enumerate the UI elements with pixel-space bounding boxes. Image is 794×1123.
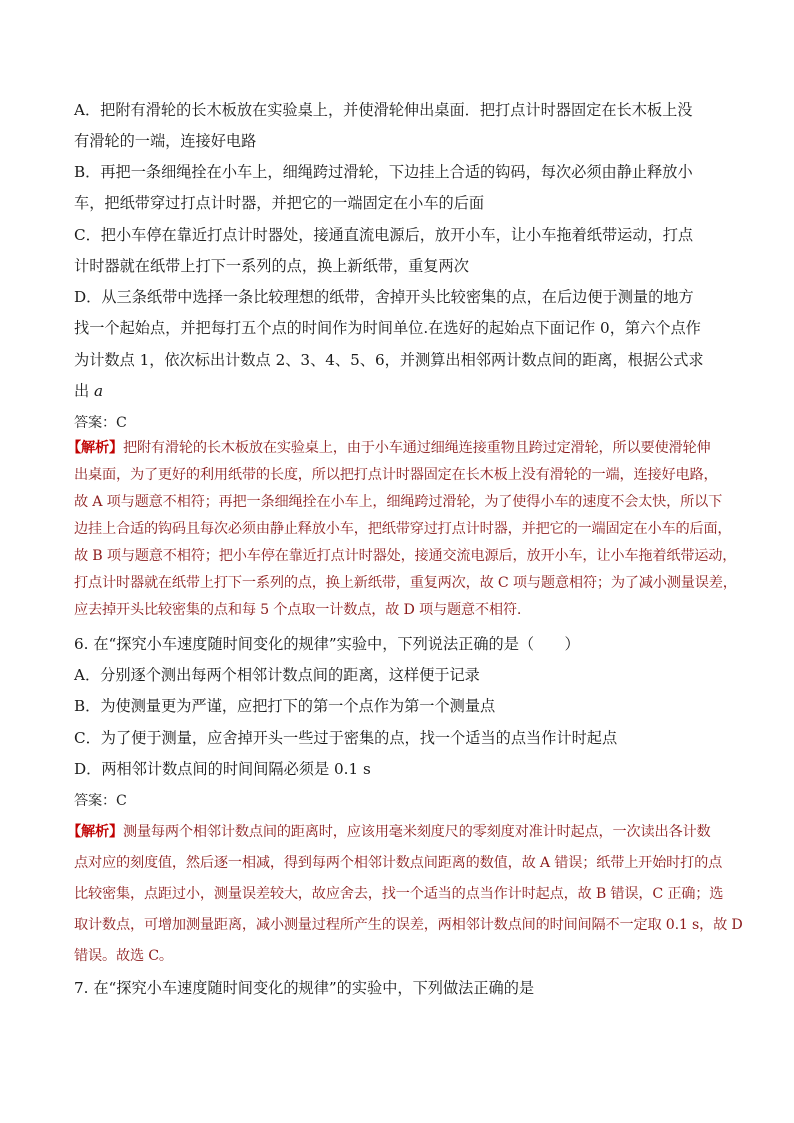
q5-option-d-prefix: 出 bbox=[74, 382, 90, 400]
q5-option-a-line2: 有滑轮的一端，连接好电路 bbox=[74, 132, 257, 150]
explanation-text: 测量每两个相邻计数点间的距离时，应该用毫米刻度尺的零刻度对准计时起点，一次读出各计数 bbox=[122, 824, 711, 840]
q6-explanation-line3: 比较密集，点距过小，测量误差较大，故应舍去，找一个适当的点当作计时起点，故 B 错误，C 正确；选 bbox=[74, 886, 724, 902]
q6-option-b: B．为使测量更为严谨，应把打下的第一个点作为第一个测量点 bbox=[74, 697, 496, 715]
q5-explanation-line6: 打点计时器就在纸带上打下一系列的点，换上新纸带，重复两次，故 C 项与题意相符；为了减小测量误差， bbox=[74, 575, 737, 591]
q6-explanation-line1 bbox=[67, 822, 710, 842]
q6-explanation-line5: 错误。故选 C。 bbox=[74, 948, 173, 964]
q6-option-c: C．为了便于测量，应舍掉开头一些过于密集的点，找一个适当的点当作计时起点 bbox=[74, 729, 618, 747]
q5-explanation-line4: 边挂上合适的钩码且每次必须由静止释放小车，把纸带穿过打点计时器，并把它的一端固定在小车的后面， bbox=[74, 521, 732, 537]
q5-option-c-line1: C．把小车停在靠近打点计时器处，接通直流电源后，放开小车，让小车拖着纸带运动，打点 bbox=[74, 226, 694, 244]
q6-answer: 答案：C bbox=[74, 793, 127, 809]
q5-option-d-line3: 为计数点 1，依次标出计数点 2、3、4、5、6，并测算出相邻两计数点间的距离，根据公式求 bbox=[74, 351, 704, 369]
q5-option-c-line2: 计时器就在纸带上打下一系列的点，换上新纸带，重复两次 bbox=[74, 257, 469, 275]
q5-option-b-line2: 车，把纸带穿过打点计时器，并把它的一端固定在小车的后面 bbox=[74, 194, 485, 212]
q5-option-a-line1: A．把附有滑轮的长木板放在实验桌上，并使滑轮伸出桌面．把打点计时器固定在长木板上没 bbox=[74, 101, 693, 119]
q5-explanation-line5: 故 B 项与题意不相符；把小车停在靠近打点计时器处，接通交流电源后，放开小车，让小车拖着纸带运动， bbox=[74, 548, 737, 564]
q5-option-d-variable: a bbox=[94, 382, 104, 400]
q5-option-b-line1: B．再把一条细绳拴在小车上，细绳跨过滑轮，下边挂上合适的钩码，每次必须由静止释放小 bbox=[74, 163, 693, 181]
q6-explanation-line4: 取计数点，可增加测量距离，减小测量过程所产生的误差，两相邻计数点间的时间间隔不一定取 0.1 s，故 D bbox=[74, 917, 743, 933]
q6-explanation-line2: 点对应的刻度值，然后逐一相减，得到每两个相邻计数点间距离的数值，故 A 错误；纸带上开始时打的点 bbox=[74, 855, 723, 871]
explanation-tag: 【解析】 bbox=[67, 824, 123, 840]
q5-explanation-line3: 故 A 项与题意不相符；再把一条细绳拴在小车上，细绳跨过滑轮，为了使得小车的速度不会太快，所以下 bbox=[74, 494, 723, 510]
q5-explanation-line2: 出桌面，为了更好的利用纸带的长度，所以把打点计时器固定在长木板上没有滑轮的一端，连接好电路， bbox=[74, 467, 718, 483]
q5-option-d-line4 bbox=[74, 381, 103, 401]
q7-stem: 7. 在“探究小车速度随时间变化的规律”的实验中，下列做法正确的是 bbox=[74, 979, 535, 997]
q5-explanation-line1 bbox=[67, 438, 710, 458]
q5-option-d-line1: D．从三条纸带中选择一条比较理想的纸带，舍掉开头比较密集的点，在后边便于测量的地方 bbox=[74, 288, 694, 306]
q6-option-a: A．分别逐个测出每两个相邻计数点间的距离，这样便于记录 bbox=[74, 666, 480, 684]
q5-explanation-line7: 应去掉开头比较密集的点和每 5 个点取一计数点，故 D 项与题意不相符. bbox=[74, 602, 522, 618]
explanation-text: 把附有滑轮的长木板放在实验桌上，由于小车通过细绳连接重物且跨过定滑轮，所以要使滑轮伸 bbox=[122, 440, 711, 456]
q6-option-d: D．两相邻计数点间的时间间隔必须是 0.1 s bbox=[74, 760, 371, 778]
explanation-tag: 【解析】 bbox=[67, 440, 123, 456]
q5-answer: 答案：C bbox=[74, 415, 127, 431]
q5-option-d-line2: 找一个起始点，并把每打五个点的时间作为时间单位.在选好的起始点下面记作 0，第六个点作 bbox=[74, 319, 701, 337]
q6-stem: 6. 在“探究小车速度随时间变化的规律”实验中，下列说法正确的是（ ） bbox=[74, 635, 580, 653]
